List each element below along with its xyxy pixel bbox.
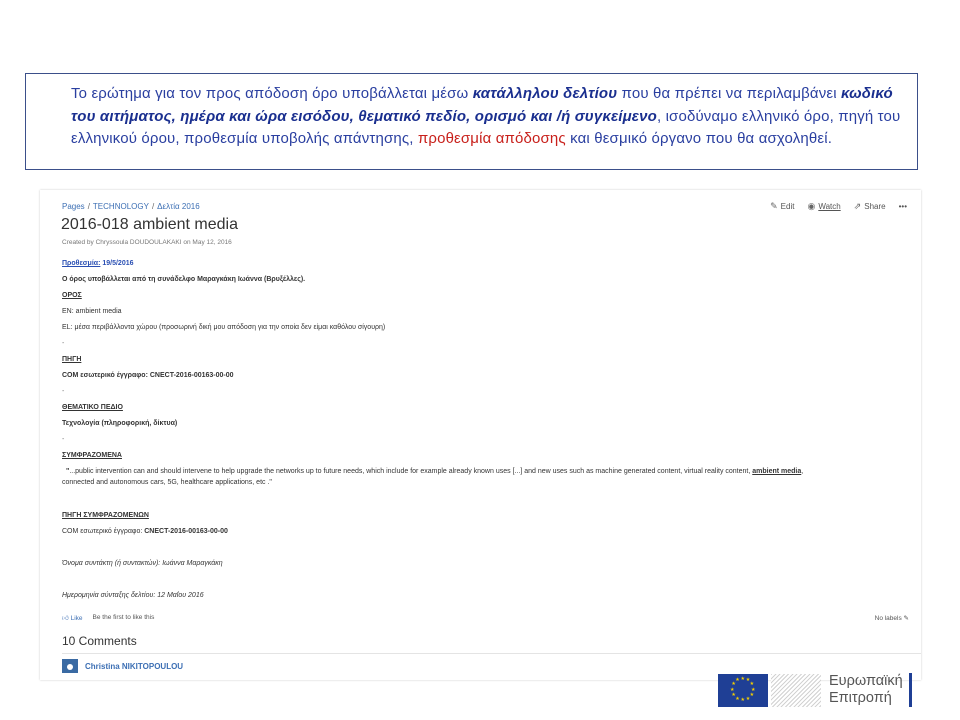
more-icon: ••• [898,202,907,211]
eu-star-icon: ★ [730,686,735,693]
user-icon [67,664,73,670]
deadline-line [62,260,134,267]
pencil-icon[interactable]: ✎ [903,615,909,622]
eu-flag-icon [718,674,768,707]
eu-star-icon: ★ [745,677,751,684]
author-line: Όνομα συντάκτη (ή συντακτών): Ιωάννα Μαραγκάκη [62,560,223,567]
breadcrumb-separator: / [87,202,90,211]
eu-star-icon: ★ [740,697,745,703]
separator-dash: - [62,388,65,395]
like-label: Like [70,615,83,622]
share-icon: ⇗ [853,201,862,211]
eu-star-icon: ★ [731,691,736,698]
eu-star-icon: ★ [745,695,751,702]
deadline-value: 19/5/2016 [100,260,134,267]
callout-highlight-1: κατάλληλου δελτίου [472,85,618,102]
context-line-1 [62,468,803,475]
term-en: EN: ambient media [62,308,122,315]
separator-dash: - [62,436,65,443]
eu-star-icon: ★ [751,686,756,693]
logo-stripes [771,674,821,707]
edit-button[interactable] [770,201,794,212]
comment-row [62,659,183,673]
logo-text [829,673,912,707]
deadline-label[interactable]: Προθεσμία: [62,260,101,267]
commenter-name[interactable]: Christina NIKITOPOULOU [85,661,184,671]
eu-star-icon: ★ [735,677,740,684]
breadcrumb-deltia-2016[interactable]: Δελτία 2016 [157,202,200,211]
callout-text-4: και θεσμικό όργανο που θα ασχοληθεί. [565,130,833,147]
eye-icon: ◉ [807,201,816,211]
context-text-1: ...public intervention can and should intervene to help upgrade the networks up to future needs, which include for example already known uses [...] and new uses such as machine generated content, virtual reality content, [69,468,753,475]
context-source-heading: ΠΗΓΗ ΣΥΜΦΡΑΖΟΜΕΝΩΝ [62,512,149,519]
context-term: ambient media [752,468,802,475]
breadcrumb [62,202,200,211]
avatar[interactable] [62,659,78,673]
thumb-icon: 👍︎ [62,615,69,622]
more-options-button[interactable] [899,201,907,212]
page-actions [770,201,907,212]
logo-line-1: Ευρωπαϊκή [829,673,903,689]
like-row [62,614,154,622]
callout-text-2: που θα πρέπει να περιλαμβάνει [617,85,842,102]
callout-text-1: Το ερώτημα για τον προς απόδοση όρο υποβάλλεται μέσω [71,85,473,102]
pencil-icon: ✎ [770,201,778,211]
context-line-2: connected and autonomous cars, 5G, healthcare applications, etc ." [62,479,272,486]
watch-label: Watch [818,202,841,211]
context-heading: ΣΥΜΦΡΑΖΟΜΕΝΑ [62,452,122,459]
info-callout [25,73,918,170]
callout-text-3: , ισοδύναμο ελληνικό όρο, πηγή του ελληνικού όρου, προθεσμία υποβολής απάντησης, [71,107,901,147]
source-text: COM εσωτερικό έγγραφο: CNECT-2016-00163-00-00 [62,372,234,379]
context-source [62,528,228,535]
eu-star-icon: ★ [731,681,736,688]
separator-dash: - [62,340,65,347]
submitted-by: Ο όρος υποβάλλεται από τη συνάδελφο Μαραγκάκη Ιωάννα (Βρυξέλλες). [62,276,306,283]
breadcrumb-pages[interactable]: Pages [62,202,85,211]
wiki-page-screenshot [40,190,921,680]
quote-mark: " [66,468,70,475]
callout-highlight-2: κωδικό του αιτήματος, ημέρα και ώρα εισόδου, θεματικό πεδίο, ορισμό και /ή συγκείμενο [71,85,893,125]
context-source-label: COM εσωτερικό έγγραφο: [62,528,145,535]
field-heading: ΘΕΜΑΤΙΚΟ ΠΕΔΙΟ [62,404,123,411]
edit-label: Edit [780,202,795,211]
comments-title: 10 Comments [62,634,137,648]
like-button[interactable] [62,614,83,622]
eu-star-icon: ★ [749,691,755,698]
like-text: Be the first to like this [92,614,155,621]
breadcrumb-separator: / [151,202,155,211]
share-button[interactable] [854,201,886,212]
field-text: Τεχνολογία (πληροφορική, δίκτυα) [62,420,178,427]
context-text-2: , [801,468,804,475]
eu-star-icon: ★ [735,695,740,702]
breadcrumb-technology[interactable]: TECHNOLOGY [92,202,149,211]
labels-text: No labels [874,615,902,622]
term-heading: ΟΡΟΣ [62,292,82,299]
callout-highlight-3: προθεσμία απόδοσης [417,130,566,147]
share-label: Share [864,202,886,211]
eu-star-icon: ★ [740,676,745,682]
context-source-value: CNECT-2016-00163-00-00 [144,528,228,535]
labels [875,614,909,622]
logo-line-2: Επιτροπή [829,690,892,706]
eu-commission-logo [718,673,912,707]
term-el: EL: μέσα περιβάλλοντα χώρου (προσωρινή δική μου απόδοση για την οποία δεν είμαι καθόλου σίγουρη) [62,324,386,331]
created-by: Created by Chryssoula DOUDOULAKAKI on May 12, 2016 [62,239,232,246]
eu-star-icon: ★ [749,681,755,688]
watch-button[interactable] [807,201,840,212]
divider [62,653,921,654]
page-title: 2016-018 ambient media [61,216,239,233]
date-line: Ημερομηνία σύνταξης δελτίου: 12 Μαΐου 2016 [62,592,204,599]
source-heading: ΠΗΓΗ [62,356,82,363]
